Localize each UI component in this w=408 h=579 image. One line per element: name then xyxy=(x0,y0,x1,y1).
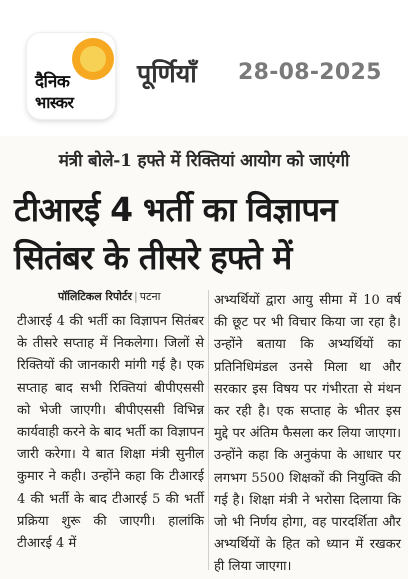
article-column-right xyxy=(214,290,401,579)
logo-line-1: दैनिक xyxy=(35,72,70,92)
column-right-text: अभ्यर्थियों द्वारा आयु सीमा में 10 वर्ष की छूट पर भी विचार किया जा रहा है। उन्होंने बताया कि अभ्यर्थियों का प्रतिनिधिमंडल उनसे मिला था और सरकार इस विषय पर गंभीरता से मंथन कर रही है। एक सप्ताह के भीतर इस मुद्दे पर अंतिम फैसला कर लिया जाएगा। उन्होंने कहा कि अनुकंपा के आधार पर लगभग 5500 शिक्षकों की नियुक्ति की गई है। शिक्षा मंत्री ने भरोसा दिलाया कि जो भी निर्णय होगा, वह पारदर्शिता और अभ्यर्थियों के हित को ध्यान में रखकर ही लिया जाएगा। xyxy=(214,293,401,575)
dainik-bhaskar-logo[interactable] xyxy=(27,33,115,119)
edition-date: 28-08-2025 xyxy=(238,60,382,85)
article-column-left xyxy=(17,311,204,555)
column-divider xyxy=(208,290,209,570)
headline-line-2: सितंबर के तीसरे हफ्ते में xyxy=(14,238,292,277)
page-header xyxy=(0,0,408,134)
byline-separator: | xyxy=(134,290,138,303)
column-left-text: टीआरई 4 की भर्ती का विज्ञापन सितंबर के तीसरे सप्ताह में निकलेगा। जिलों से रिक्तियों की जानकारी मांगी गई है। एक सप्ताह बाद सभी रिक्तियां बीपीएससी को भेजी जाएगी। बीपीएससी विभिन्न कार्यवाही करने के बाद भर्ती का विज्ञापन जारी करेगा। ये बात शिक्षा मंत्री सुनील कुमार ने कही। उन्होंने कहा कि टीआरई 4 की भर्ती के बाद टीआरई 5 की भर्ती प्रक्रिया शुरू की जाएगी। हालांकि टीआरई 4 में xyxy=(17,314,204,552)
byline-author: पॉलिटिकल रिपोर्टर xyxy=(58,290,133,303)
logo-line-2: भास्कर xyxy=(35,93,74,112)
article-kicker: मंत्री बोले-1 हफ्ते में रिक्तियां आयोग को जाएंगी xyxy=(58,151,350,171)
byline-place: पटना xyxy=(139,290,161,303)
byline xyxy=(58,289,161,304)
city-name: पूर्णियाँ xyxy=(137,59,197,88)
headline-line-1: टीआरई 4 भर्ती का विज्ञापन xyxy=(14,190,337,229)
